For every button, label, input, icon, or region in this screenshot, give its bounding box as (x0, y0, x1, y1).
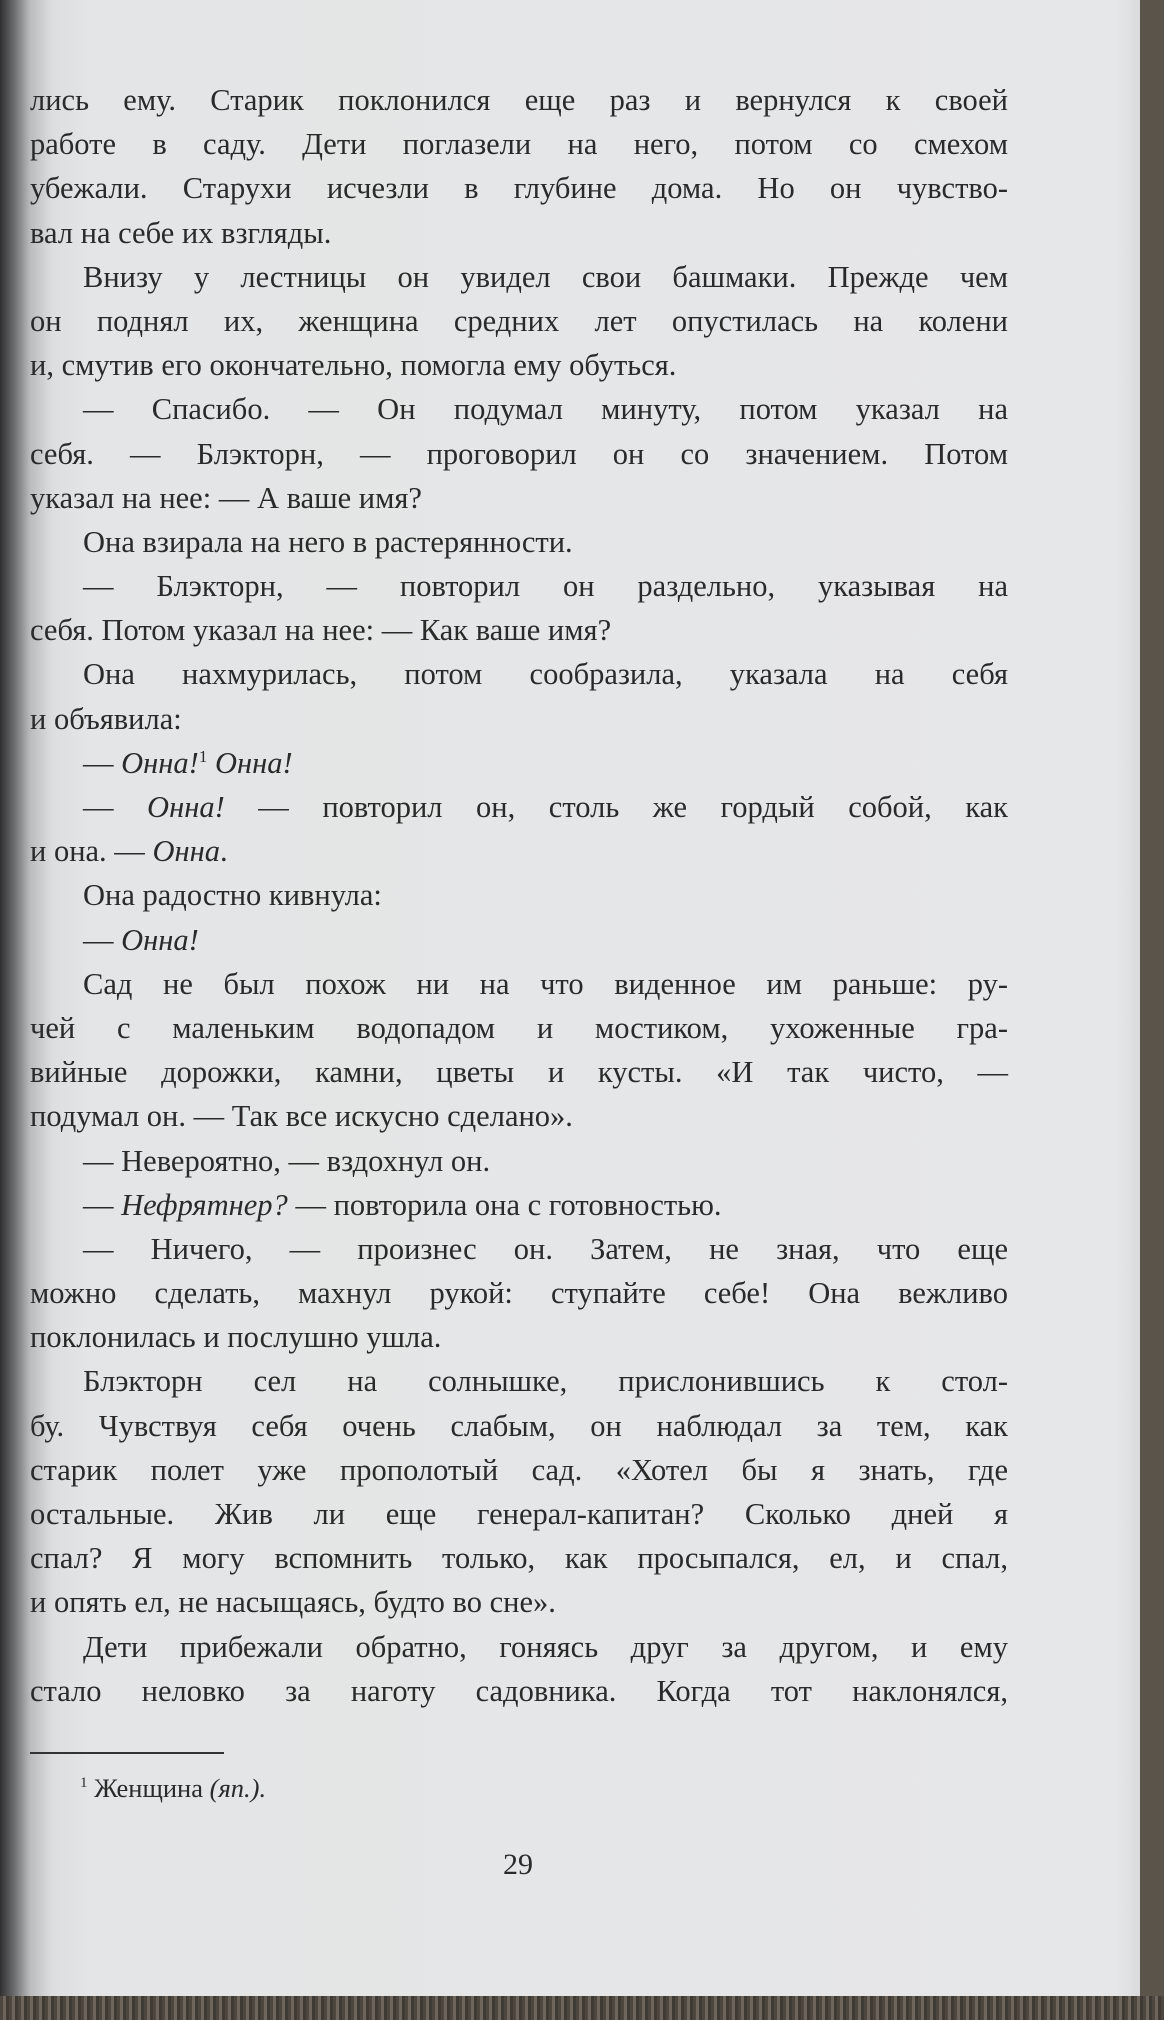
text-line: себя. — Блэкторн, — проговорил он со значением. Потом (30, 436, 1008, 471)
footnote-language-note: (яп.). (209, 1773, 267, 1803)
text-run: — повторила она с готовностью. (287, 1187, 722, 1222)
text-line: вийные дорожки, камни, цветы и кусты. «И так чисто, — (30, 1055, 1008, 1090)
text-line: и, смутив его окончательно, помогла ему обуться. (30, 348, 677, 383)
text-line: и объявила: (30, 701, 182, 736)
text-run: — (83, 745, 122, 780)
text-line: можно сделать, махнул рукой: ступайте себе! Она вежливо (30, 1276, 1008, 1311)
text-line: Дети прибежали обратно, гоняясь друг за другом, и ему (83, 1629, 1008, 1664)
body-text (30, 78, 1008, 1713)
text-line (30, 918, 1008, 962)
italic-word: Онна! (121, 745, 199, 780)
text-line (30, 829, 1008, 873)
text-line: работе в саду. Дети поглазели на него, потом со смехом (30, 127, 1008, 162)
text-line (30, 1183, 1008, 1227)
text-line: остальные. Жив ли еще генерал-капитан? Сколько дней я (30, 1497, 1008, 1531)
text-line: — Ничего, — произнес он. Затем, не зная, что еще (83, 1231, 1008, 1266)
text-line: Она взирала на него в растерянности. (83, 524, 573, 559)
text-line: Она радостно кивнула: (83, 878, 382, 913)
text-line: поклонилась и послушно ушла. (30, 1320, 442, 1355)
text-line: — Невероятно, — вздохнул он. (83, 1143, 491, 1178)
text-line: — Спасибо. — Он подумал минуту, потом указал на (83, 392, 1008, 427)
text-line: убежали. Старухи исчезли в глубине дома. Но он чувство- (30, 171, 1008, 206)
text-line: Блэкторн сел на солнышке, прислонившись к стол- (83, 1364, 1008, 1399)
page-number: 29 (503, 1848, 533, 1881)
italic-word: Нефрятнер? (121, 1187, 288, 1222)
italic-word: Онна! (121, 922, 199, 957)
text-line: старик полет уже прополотый сад. «Хотел бы я знать, где (30, 1452, 1008, 1487)
text-run: и она. — (30, 834, 153, 869)
text-line (30, 741, 1008, 785)
text-line: — Блэкторн, — повторил он раздельно, указывая на (83, 569, 1008, 604)
text-line: Внизу у лестницы он увидел свои башмаки. Прежде чем (83, 259, 1008, 294)
footnote-marker: 1 (80, 1775, 88, 1791)
text-line: он поднял их, женщина средних лет опустилась на колени (30, 303, 1008, 338)
text-run: — (83, 922, 122, 957)
text-line: стало неловко за наготу садовника. Когда тот наклонялся, (30, 1673, 1008, 1708)
footnote (80, 1770, 266, 1806)
text-line: чей с маленьким водопадом и мостиком, ухоженные гра- (30, 1010, 1008, 1045)
text-line: бу. Чувствуя себя очень слабым, он наблюдал за тем, как (30, 1408, 1008, 1443)
footnote-divider (30, 1752, 224, 1754)
text-run: — повторил он, столь же гордый собой, как (224, 790, 1008, 824)
footnote-text: Женщина (87, 1773, 210, 1803)
text-line: лись ему. Старик поклонился еще раз и вернулся к своей (30, 83, 1008, 117)
text-line: и опять ел, не насыщаясь, будто во сне». (30, 1585, 556, 1620)
text-line: вал на себе их взгляды. (30, 215, 332, 250)
italic-word: Онна! (207, 745, 293, 780)
text-line: Она нахмурилась, потом сообразила, указала на себя (83, 657, 1008, 692)
text-run: . (219, 834, 228, 869)
text-line: Сад не был похож ни на что виденное им раньше: ру- (83, 966, 1008, 1001)
text-run: — (83, 790, 148, 824)
page-stack-edge (0, 1996, 1164, 2020)
text-line: указал на нее: — А ваше имя? (30, 480, 422, 515)
text-line (30, 785, 1008, 829)
text-line: себя. Потом указал на нее: — Как ваше имя? (30, 613, 612, 648)
text-line: подумал он. — Так все искусно сделано». (30, 1099, 573, 1134)
text-run: — (83, 1187, 122, 1222)
italic-word: Онна (152, 834, 220, 869)
italic-word: Онна! (147, 790, 225, 824)
text-line: спал? Я могу вспомнить только, как просыпался, ел, и спал, (30, 1541, 1008, 1576)
footnote-reference: 1 (198, 746, 208, 766)
